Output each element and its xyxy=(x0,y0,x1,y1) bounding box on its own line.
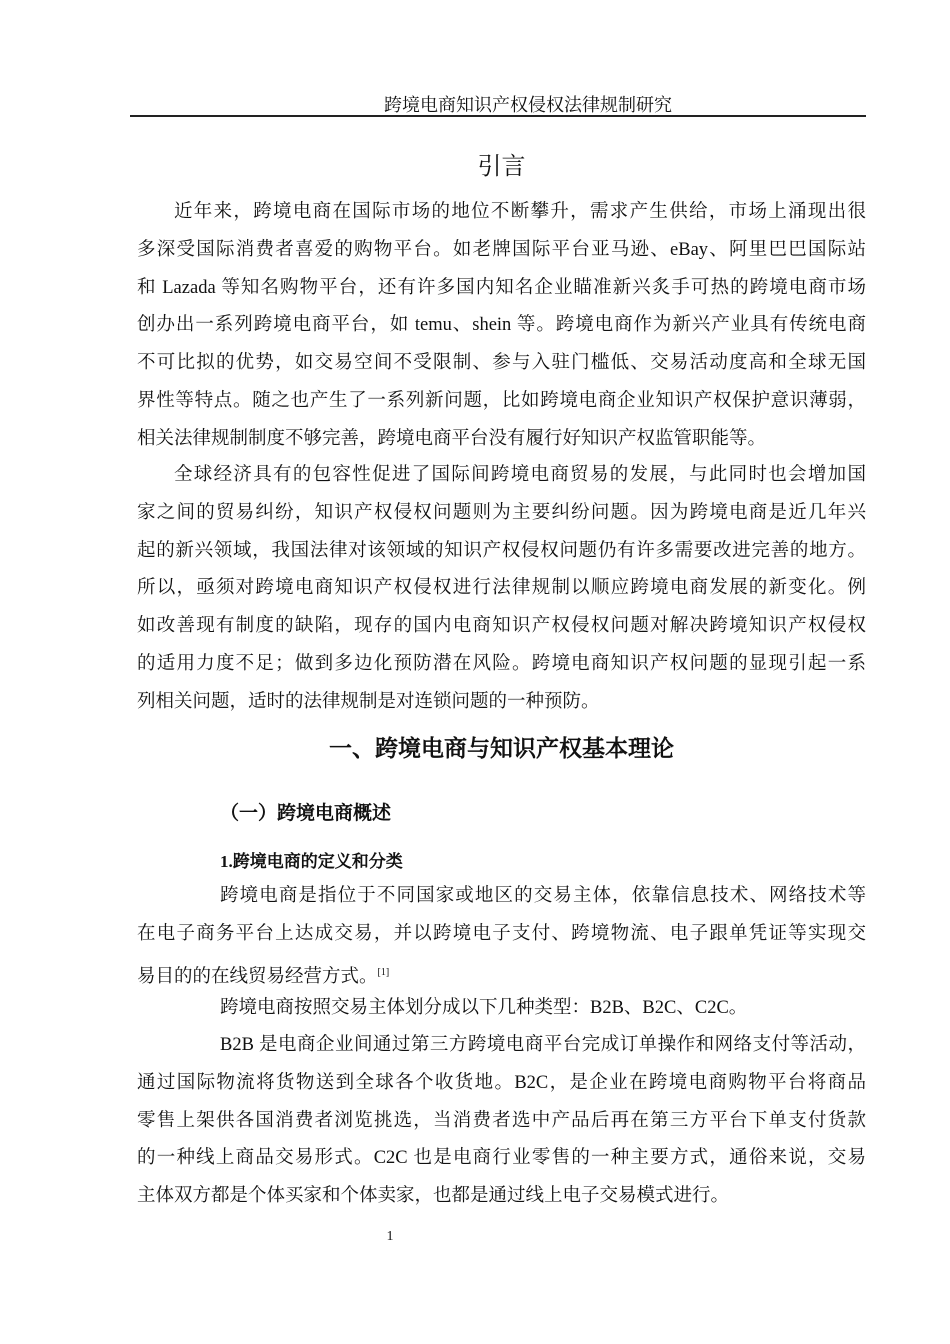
chapter-heading: 一、跨境电商与知识产权基本理论 xyxy=(329,736,674,762)
text-line: 家之间的贸易纠纷，知识产权侵权问题则为主要纠纷问题。因为跨境电商是近几年兴 xyxy=(137,502,866,523)
paragraph xyxy=(137,990,866,1028)
text-line: 通过国际物流将货物送到全球各个收货地。B2C，是企业在跨境电商购物平台将商品 xyxy=(137,1072,866,1093)
text-line: 全球经济具有的包容性促进了国际间跨境电商贸易的发展，与此同时也会增加国 xyxy=(174,465,866,485)
paragraph xyxy=(137,194,866,459)
text-line: 创办出一系列跨境电商平台，如 temu、shein 等。跨境电商作为新兴产业具有传统电商 xyxy=(137,315,866,336)
text-line: 界性等特点。随之也产生了一系列新问题，比如跨境电商企业知识产权保护意识薄弱， xyxy=(137,390,866,411)
text-line: 列相关问题，适时的法律规制是对连锁问题的一种预防。 xyxy=(137,691,600,712)
text-line: 的适用力度不足；做到多边化预防潜在风险。跨境电商知识产权问题的显现引起一系 xyxy=(137,653,866,674)
text-line: 相关法律规制制度不够完善，跨境电商平台没有履行好知识产权监管职能等。 xyxy=(137,428,767,449)
text-line: 主体双方都是个体买家和个体卖家，也都是通过线上电子交易模式进行。 xyxy=(137,1186,730,1207)
running-header: 跨境电商知识产权侵权法律规制研究 xyxy=(384,95,672,115)
text-line: 和 Lazada 等知名购物平台，还有许多国内知名企业瞄准新兴炙手可热的跨境电商市场 xyxy=(137,277,866,298)
citation-marker[interactable]: [1] xyxy=(377,966,390,978)
paragraph xyxy=(137,878,866,991)
page-number: 1 xyxy=(386,1229,394,1244)
text-line: 多深受国际消费者喜爱的购物平台。如老牌国际平台亚马逊、eBay、阿里巴巴国际站 xyxy=(137,239,866,260)
text-line: 近年来，跨境电商在国际市场的地位不断攀升，需求产生供给，市场上涌现出很 xyxy=(174,202,866,222)
text-line: 如改善现有制度的缺陷，现存的国内电商知识产权侵权问题对解决跨境知识产权侵权 xyxy=(137,616,866,637)
text-line: 在电子商务平台上达成交易，并以跨境电子支付、跨境物流、电子跟单凭证等实现交 xyxy=(137,923,866,944)
text-line: 易目的的在线贸易经营方式。[1] xyxy=(137,966,390,987)
subsection-heading: 1.跨境电商的定义和分类 xyxy=(220,852,403,871)
text-line: 的一种线上商品交易形式。C2C 也是电商行业零售的一种主要方式，通俗来说，交易 xyxy=(137,1148,866,1169)
intro-heading: 引言 xyxy=(477,152,526,180)
text-line: 所以，亟须对跨境电商知识产权侵权进行法律规制以顺应跨境电商发展的新变化。例 xyxy=(137,578,866,599)
paragraph xyxy=(137,1027,866,1216)
text-line: 跨境电商是指位于不同国家或地区的交易主体，依靠信息技术、网络技术等 xyxy=(220,886,866,906)
text-line: B2B 是电商企业间通过第三方跨境电商平台完成订单操作和网络支付等活动， xyxy=(220,1035,866,1055)
text-line: 起的新兴领域，我国法律对该领域的知识产权侵权问题仍有许多需要改进完善的地方。 xyxy=(137,540,866,561)
paragraph xyxy=(137,457,866,722)
header-divider xyxy=(130,115,866,117)
text-line: 跨境电商按照交易主体划分成以下几种类型：B2B、B2C、C2C。 xyxy=(220,998,748,1018)
section-heading: （一）跨境电商概述 xyxy=(220,802,392,824)
text-line: 零售上架供各国消费者浏览挑选，当消费者选中产品后再在第三方平台下单支付货款 xyxy=(137,1110,866,1131)
text-line: 不可比拟的优势，如交易空间不受限制、参与入驻门槛低、交易活动度高和全球无国 xyxy=(137,353,866,374)
